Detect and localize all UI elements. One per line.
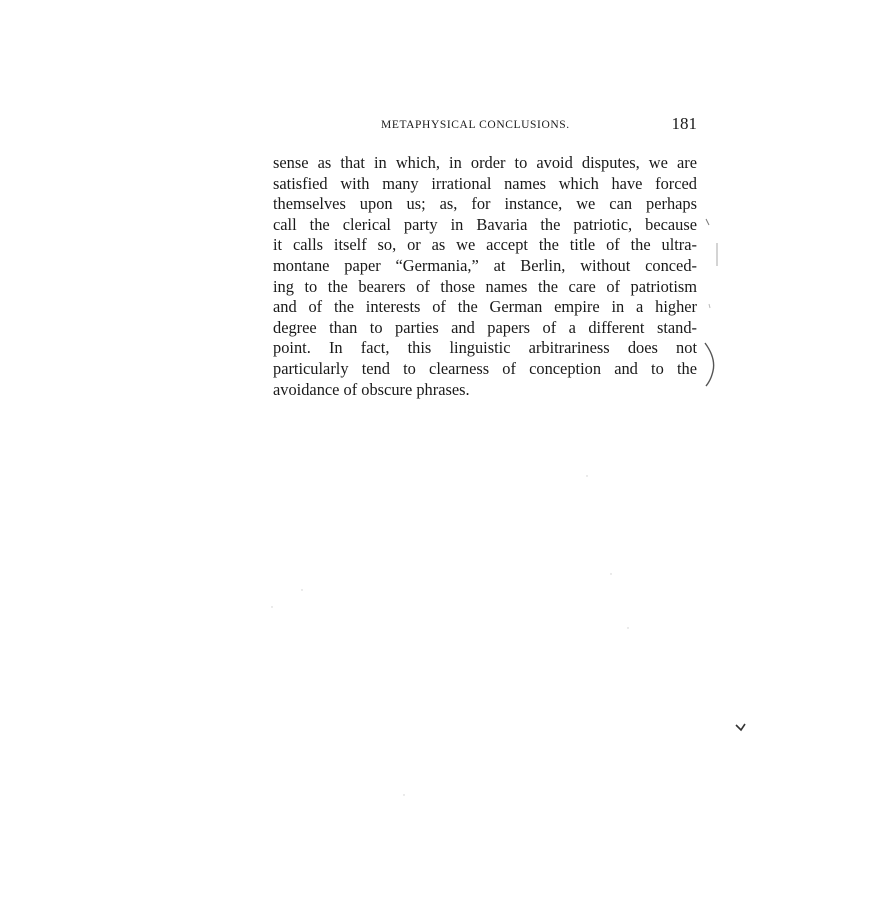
- text-line: montane paper “Germania,” at Berlin, without conced-: [273, 255, 697, 275]
- text-line: avoidance of obscure phrases.: [273, 379, 470, 399]
- ink-speck: [627, 627, 628, 628]
- ink-speck: [610, 573, 611, 574]
- text-line: particularly tend to clearness of conception and to the: [273, 358, 697, 378]
- page-number: 181: [671, 114, 697, 133]
- ink-speck: [736, 724, 745, 730]
- text-line: point. In fact, this linguistic arbitrariness does not: [273, 338, 697, 358]
- text-line: themselves upon us; as, for instance, we can perhaps: [273, 194, 697, 214]
- text-line: sense as that in which, in order to avoid disputes, we are: [273, 153, 697, 172]
- text-line: call the clerical party in Bavaria the patriotic, because: [273, 214, 697, 234]
- body-paragraph: [273, 153, 697, 400]
- text-line: and of the interests of the German empire in a higher: [273, 297, 697, 317]
- margin-bracket: [705, 343, 714, 386]
- running-head: [273, 114, 697, 137]
- ink-speck: [403, 794, 404, 795]
- margin-tick: [709, 304, 710, 308]
- text-line: it calls itself so, or as we accept the title of the ultra-: [273, 235, 697, 255]
- text-line: degree than to parties and papers of a different stand-: [273, 317, 697, 337]
- text-line: ing to the bearers of those names the care of patriotism: [273, 276, 697, 296]
- ink-speck: [586, 475, 587, 476]
- ink-speck: [271, 606, 272, 607]
- ink-speck: [301, 589, 302, 590]
- margin-tick: [706, 219, 709, 225]
- text-line: satisfied with many irrational names which have forced: [273, 173, 697, 193]
- running-title: METAPHYSICAL CONCLUSIONS.: [381, 119, 570, 131]
